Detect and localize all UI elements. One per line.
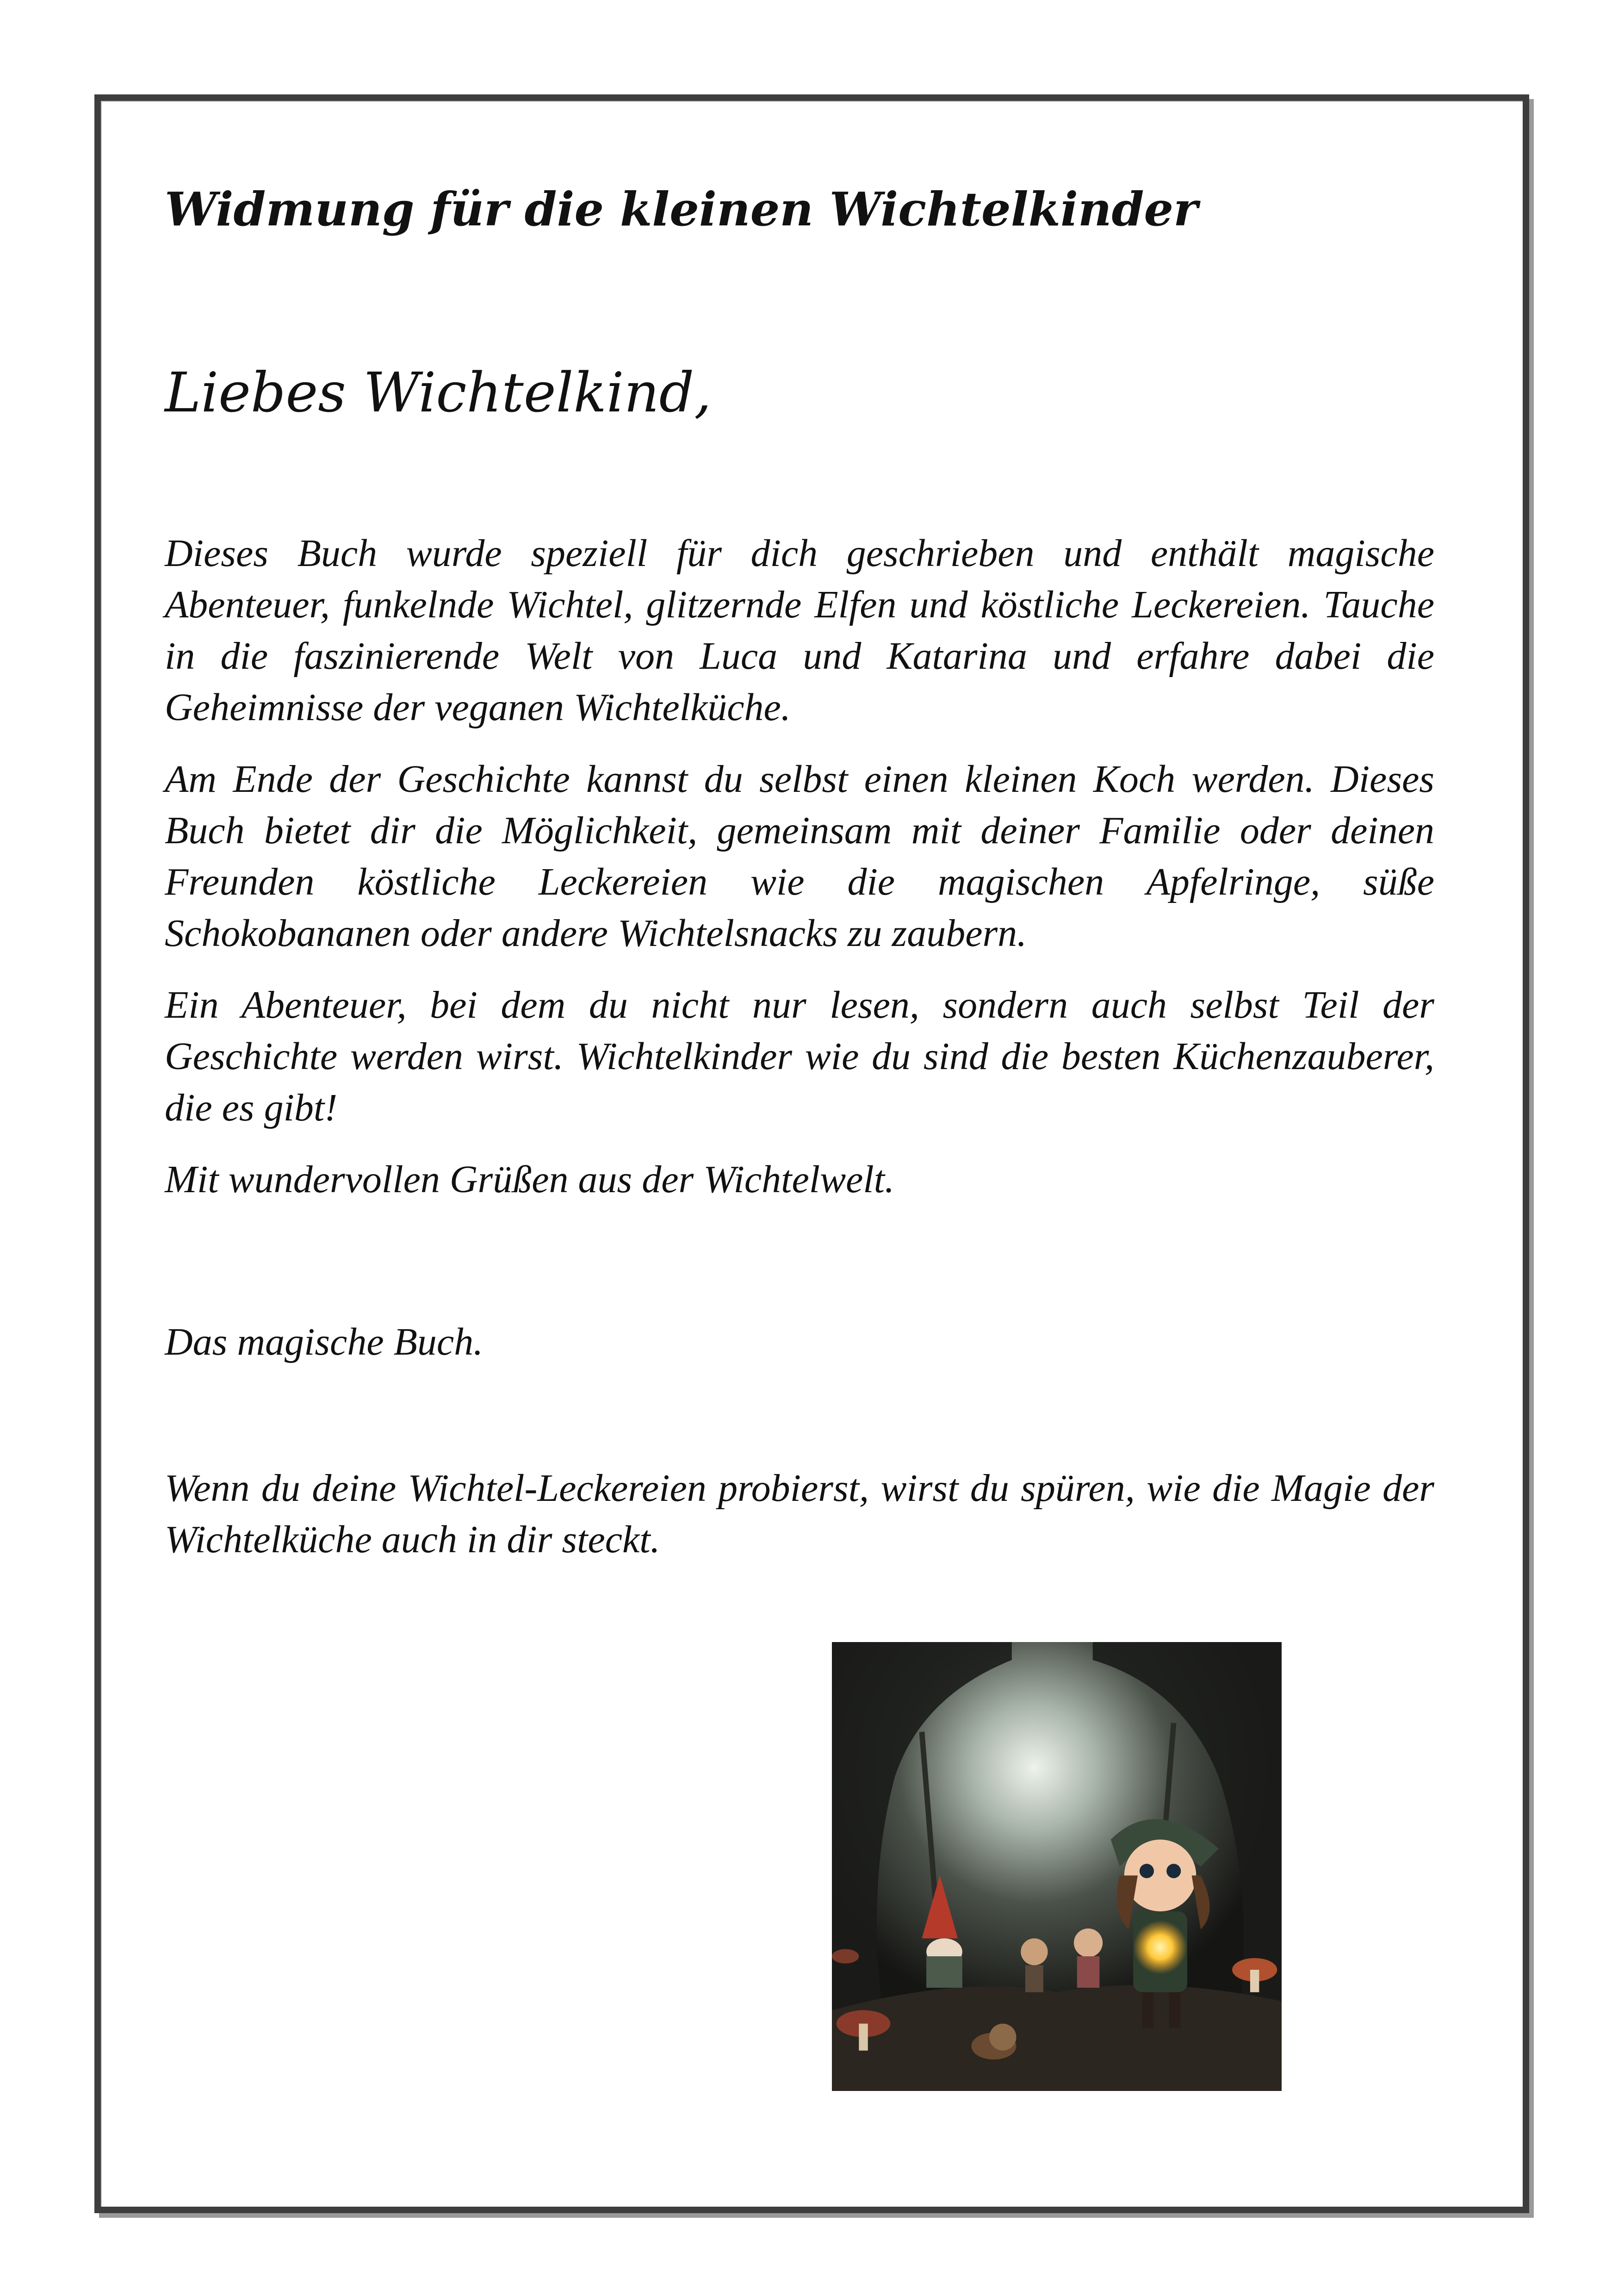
signoff: Das magische Buch. xyxy=(165,1320,484,1363)
closing-note: Wenn du deine Wichtel-Leckereien probierst, wirst du spüren, wie die Magie der Wichtelküche auch in dir steckt. xyxy=(165,1467,1434,1561)
forest-scene-image xyxy=(832,1642,1282,2091)
forest-illustration xyxy=(832,1642,1282,2091)
dedication-body xyxy=(165,528,1434,1226)
paragraph-intro: Dieses Buch wurde speziell für dich geschrieben und enthält magische Abenteuer, funkelnde Wichtel, glitzernde Elfen und köstliche Leckereien. Tauche in die faszinierende Welt von Luca und Katarina und erfahre dabei die Geheimnisse der veganen Wichtelküche. xyxy=(165,532,1434,729)
paragraph-greeting: Mit wundervollen Grüßen aus der Wichtelwelt. xyxy=(165,1158,895,1201)
paragraph-adventure: Ein Abenteuer, bei dem du nicht nur lesen, sondern auch selbst Teil der Geschichte werden wirst. Wichtelkinder wie du sind die besten Küchenzauberer, die es gibt! xyxy=(165,983,1434,1129)
paragraph-cooking: Am Ende der Geschichte kannst du selbst einen kleinen Koch werden. Dieses Buch bietet dir die Möglichkeit, gemeinsam mit deiner Familie oder deinen Freunden köstliche Leckereien wie die magischen Apfelringe, süße Schokobananen oder andere Wichtelsnacks zu zaubern. xyxy=(165,758,1434,955)
salutation: Liebes Wichtelkind, xyxy=(165,361,712,424)
dedication-heading: Widmung für die kleinen Wichtelkinder xyxy=(165,182,1198,236)
